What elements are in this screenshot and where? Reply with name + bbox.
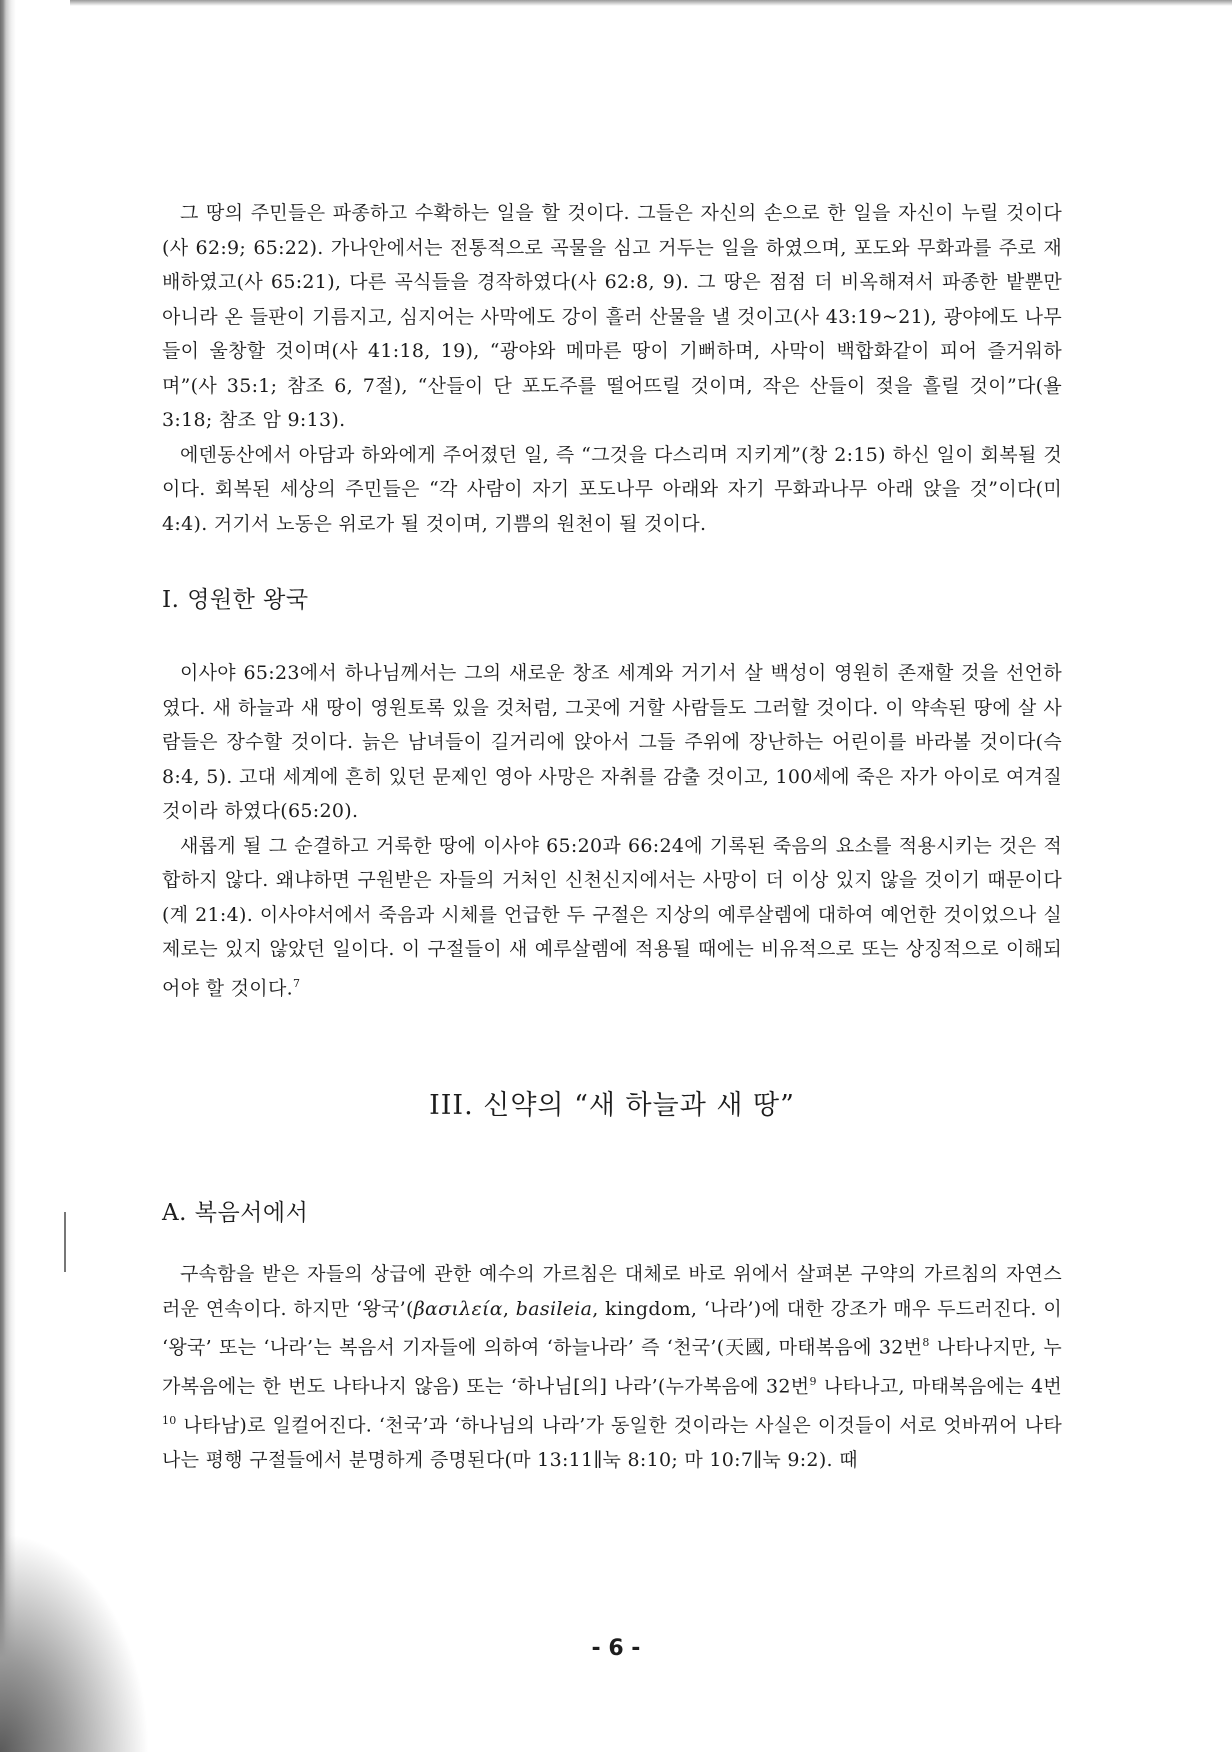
- page-body: [162, 196, 1062, 1477]
- paragraph-5-part-d: 나타나지만, 누가복음에는 한 번도 나타나지 않음) 또는 ‘하나님[의] 나라’(누가복음에 32번: [162, 1336, 1062, 1398]
- footnote-ref-8: 8: [922, 1336, 930, 1350]
- footnote-ref-10: 10: [162, 1413, 177, 1427]
- paragraph-3: 이사야 65:23에서 하나님께서는 그의 새로운 창조 세계와 거기서 살 백성이 영원히 존재할 것을 선언하였다. 새 하늘과 새 땅이 영원토록 있을 것처럼, 그곳에 거할 사람들도 그러할 것이다. 이 약속된 땅에 살 사람들은 장수할 것이다. 늙은 남녀들이 길거리에 앉아서 그들 주위에 장난하는 어린이를 바라볼 것이다(슥 8:4, 5). 고대 세계에 흔히 있던 문제인 영아 사망은 자취를 감출 것이고, 100세에 죽은 자가 아이로 여겨질 것이라 하였다(65:20).: [162, 662, 1062, 822]
- section-heading-a: A. 복음서에서: [162, 1200, 309, 1227]
- paragraph-5-part-b: ,: [502, 1297, 516, 1320]
- footnote-ref-7: 7: [292, 976, 301, 990]
- margin-mark: [64, 1212, 66, 1272]
- paragraph-1: 그 땅의 주민들은 파종하고 수확하는 일을 할 것이다. 그들은 자신의 손으로 한 일을 자신이 누릴 것이다(사 62:9; 65:22). 가나안에서는 전통적으로 곡물을 심고 거두는 일을 하였으며, 포도와 무화과를 주로 재배하였고(사 65:21), 다른 곡식들을 경작하였다(사 62:8, 9). 그 땅은 점점 더 비옥해져서 파종한 밭뿐만 아니라 온 들판이 기름지고, 심지어는 사막에도 강이 흘러 산물을 낼 것이고(사 43:19~21), 광야에도 나무들이 울창할 것이며(사 41:18, 19), “광야와 메마른 땅이 기뻐하며, 사막이 백합화같이 피어 즐거워하며”(사 35:1; 참조 6, 7절), “산들이 단 포도주를 떨어뜨릴 것이며, 작은 산들이 젖을 흘릴 것이”다(욜 3:18; 참조 암 9:13).: [162, 202, 1062, 431]
- latin-term: basileia: [515, 1297, 593, 1320]
- scan-edge-left: [0, 0, 74, 1752]
- section-heading-i: I. 영원한 왕국: [162, 587, 309, 613]
- page-number: - 6 -: [591, 1636, 641, 1661]
- footnote-ref-9: 9: [809, 1375, 817, 1389]
- greek-term: βασιλεία: [413, 1297, 503, 1320]
- paragraph-5-part-e: 나타나고, 마태복음에는 4번: [816, 1375, 1062, 1398]
- paragraph-4: [162, 829, 1062, 1006]
- paragraph-4-text: 새롭게 될 그 순결하고 거룩한 땅에 이사야 65:20과 66:24에 기록된 죽음의 요소를 적용시키는 것은 적합하지 않다. 왜냐하면 구원받은 자들의 거처인 신천신지에서는 사망이 더 이상 있지 않을 것이기 때문이다(계 21:4). 이사야서에서 죽음과 시체를 언급한 두 구절은 지상의 예루살렘에 대하여 예언한 것이었으나 실제로는 있지 않았던 일이다. 이 구절들이 새 예루살렘에 적용될 때에는 비유적으로 또는 상징적으로 이해되어야 할 것이다.: [162, 834, 1062, 999]
- paragraph-2: 에덴동산에서 아담과 하와에게 주어졌던 일, 즉 “그것을 다스리며 지키게”(창 2:15) 하신 일이 회복될 것이다. 회복된 세상의 주민들은 “각 사람이 자기 포도나무 아래와 자기 무화과나무 아래 앉을 것”이다(미 4:4). 거기서 노동은 위로가 될 것이며, 기쁨의 원천이 될 것이다.: [162, 443, 1062, 535]
- paragraph-5-part-c: , kingdom, ‘나라’)에 대한 강조가 매우 두드러진다. 이 ‘왕국’ 또는 ‘나라’는 복음서 기자들에 의하여 ‘하늘나라’ 즉 ‘천국’(天國, 마태복음에 32번: [162, 1297, 1062, 1359]
- paragraph-5: [162, 1257, 1062, 1477]
- paragraph-5-part-f: 나타남)로 일컬어진다. ‘천국’과 ‘하나님의 나라’가 동일한 것이라는 사실은 이것들이 서로 엇바뀌어 나타나는 평행 구절들에서 분명하게 증명된다(마 13:11∥눅 8:10; 마 10:7∥눅 9:2). 때: [162, 1414, 1062, 1471]
- scan-edge-top: [70, 0, 1232, 6]
- paragraph-5-part-a: 구속함을 받은 자들의 상급에 관한 예수의 가르침은 대체로 바로 위에서 살펴본 구약의 가르침의 자연스러운 연속이다. 하지만 ‘왕국’(: [162, 1263, 1062, 1320]
- chapter-heading-iii: III. 신약의 “새 하늘과 새 땅”: [429, 1090, 795, 1122]
